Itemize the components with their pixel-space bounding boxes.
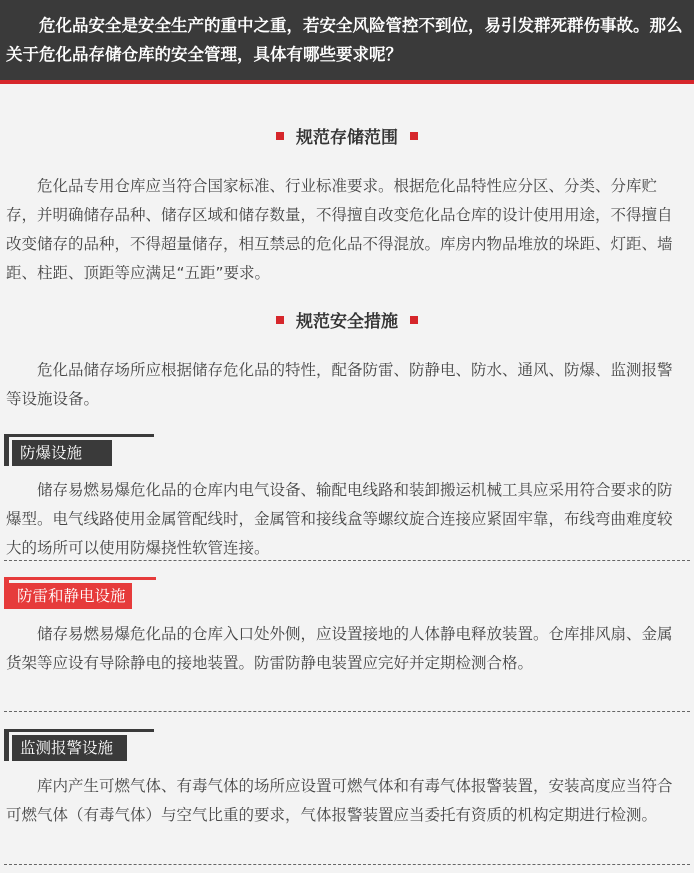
red-square-icon: [276, 316, 284, 324]
tag-label: 监测报警设施: [12, 735, 127, 761]
section-body-safety-measures: 危化品储存场所应根据储存危化品的特性，配备防雷、防静电、防水、通风、防爆、监测报警等设施设备。: [6, 361, 673, 408]
dashed-divider: [4, 711, 690, 712]
tag-monitoring-alarm: [4, 729, 154, 761]
section-title-text: 规范安全措施: [296, 312, 398, 332]
tag-label: 防爆设施: [12, 440, 112, 466]
red-square-icon: [276, 132, 284, 140]
item-body-explosion-proof: 储存易燃易爆危化品的仓库内电气设备、输配电线路和装卸搬运机械工具应采用符合要求的防爆型。电气线路使用金属管配线时，金属管和接线盒等螺纹旋合连接应紧固牢靠，布线弯曲难度较大的场所可以使用防爆挠性软管连接。: [6, 481, 673, 557]
tag-bar: [9, 434, 154, 437]
section-title-safety-measures: [0, 309, 694, 335]
red-square-icon: [410, 132, 418, 140]
section-title-storage-scope: [0, 125, 694, 151]
tag-label: 防雷和静电设施: [9, 583, 132, 609]
tag-bar: [9, 577, 156, 580]
intro-banner: [0, 0, 694, 84]
tag-bar: [9, 729, 154, 732]
dashed-divider: [4, 560, 690, 561]
section-title-text: 规范存储范围: [296, 128, 398, 148]
item-body-lightning-static: 储存易燃易爆危化品的仓库入口处外侧，应设置接地的人体静电释放装置。仓库排风扇、金属货架等应设有导除静电的接地装置。防雷防静电装置应完好并定期检测合格。: [6, 625, 673, 672]
section-body-storage-scope: 危化品专用仓库应当符合国家标准、行业标准要求。根据危化品特性应分区、分类、分库贮存，并明确储存品种、储存区域和储存数量，不得擅自改变危化品仓库的设计使用用途，不得擅自改变储存的品种，不得超量储存，相互禁忌的危化品不得混放。库房内物品堆放的垛距、灯距、墙距、柱距、顶距等应满足“五距”要求。: [6, 177, 673, 282]
red-square-icon: [410, 316, 418, 324]
intro-text: 危化品安全是安全生产的重中之重，若安全风险管控不到位，易引发群死群伤事故。那么关于危化品存储仓库的安全管理，具体有哪些要求呢？: [6, 16, 683, 64]
dashed-divider: [4, 864, 690, 865]
tag-explosion-proof: [4, 434, 154, 466]
tag-lightning-static: [4, 577, 156, 609]
item-body-monitoring-alarm: 库内产生可燃气体、有毒气体的场所应设置可燃气体和有毒气体报警装置，安装高度应当符合可燃气体（有毒气体）与空气比重的要求，气体报警装置应当委托有资质的机构定期进行检测。: [6, 777, 673, 824]
